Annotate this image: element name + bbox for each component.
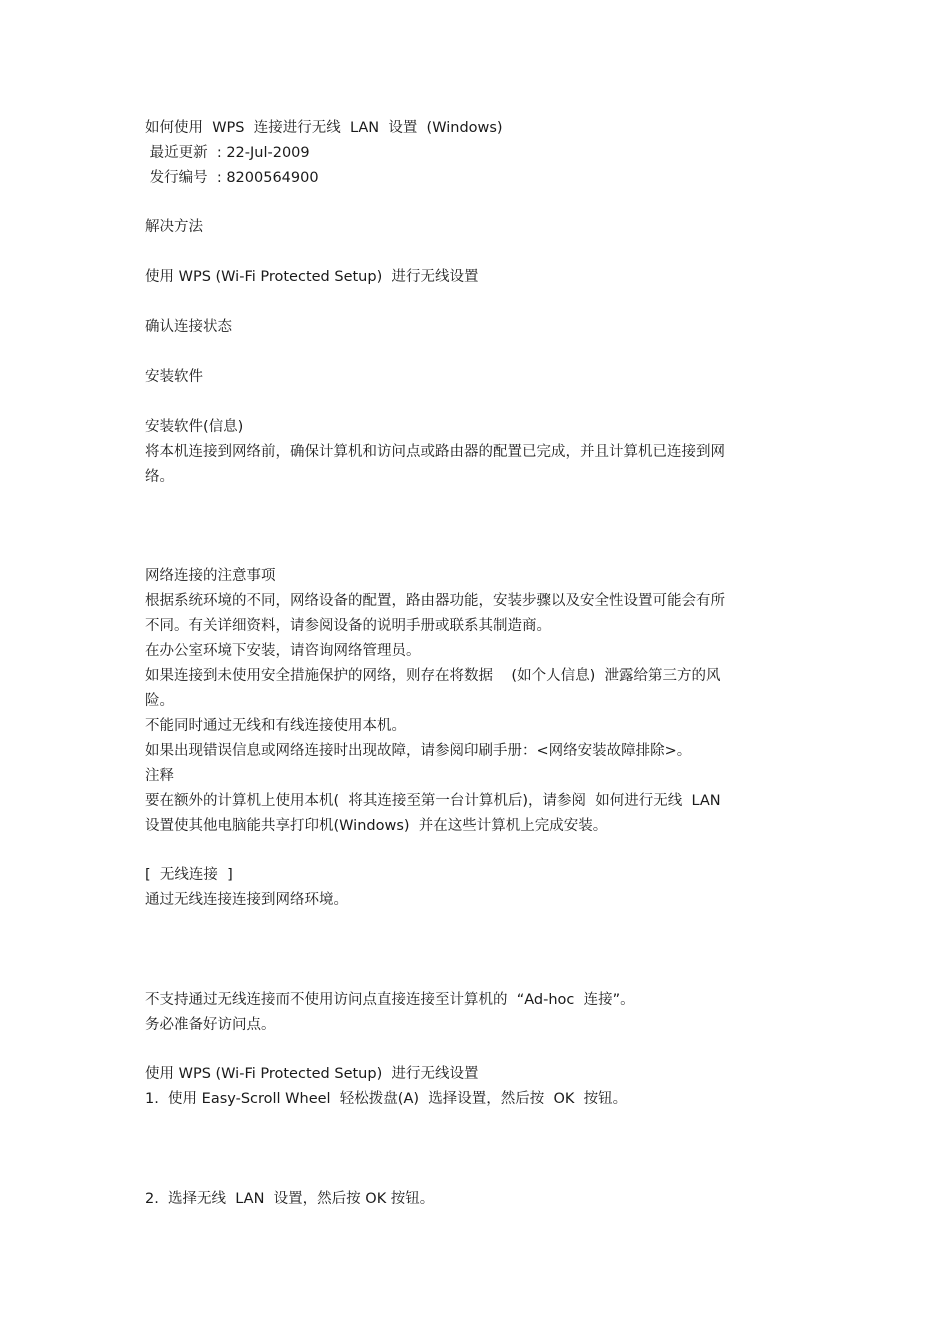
- remark-title: 注释: [145, 768, 174, 784]
- notes-text: 险。: [145, 693, 174, 709]
- notes-text: 不同。有关详细资料，请参阅设备的说明手册或联系其制造商。: [145, 618, 551, 634]
- notes-text: 在办公室环境下安装，请咨询网络管理员。: [145, 643, 421, 659]
- notes-text: 如果连接到未使用安全措施保护的网络，则存在将数据 (如个人信息) 泄露给第三方的风: [145, 668, 721, 684]
- notes-title: 网络连接的注意事项: [145, 568, 276, 584]
- install-info-title: 安装软件(信息): [145, 419, 244, 435]
- solution-heading: 解决方法: [145, 219, 203, 235]
- document-title: 如何使用 WPS 连接进行无线 LAN 设置 (Windows): [145, 120, 503, 136]
- install-software-heading: 安装软件: [145, 369, 203, 385]
- adhoc-note: 不支持通过无线连接而不使用访问点直接连接至计算机的 “Ad-hoc 连接”。: [145, 992, 635, 1008]
- install-info-text: 络。: [145, 469, 174, 485]
- last-updated: 最近更新 : 22-Jul-2009: [145, 145, 310, 161]
- document-number: 发行编号 : 8200564900: [145, 170, 319, 186]
- remark-text: 设置使其他电脑能共享打印机(Windows) 并在这些计算机上完成安装。: [145, 818, 608, 834]
- wps-setup-subheading: 使用 WPS (Wi-Fi Protected Setup) 进行无线设置: [145, 1066, 479, 1082]
- notes-text: 如果出现错误信息或网络连接时出现故障，请参阅印刷手册：<网络安装故障排除>。: [145, 743, 692, 759]
- wireless-connection-heading: [ 无线连接 ]: [145, 867, 233, 883]
- confirm-status-heading: 确认连接状态: [145, 319, 232, 335]
- install-info-text: 将本机连接到网络前，确保计算机和访问点或路由器的配置已完成，并且计算机已连接到网: [145, 444, 725, 460]
- step-2: 2. 选择无线 LAN 设置，然后按 OK 按钮。: [145, 1191, 435, 1207]
- remark-text: 要在额外的计算机上使用本机( 将其连接至第一台计算机后)，请参阅 如何进行无线 LAN: [145, 793, 721, 809]
- notes-text: 根据系统环境的不同，网络设备的配置，路由器功能，安装步骤以及安全性设置可能会有所: [145, 593, 725, 609]
- prepare-access-point-note: 务必准备好访问点。: [145, 1017, 276, 1033]
- wireless-connection-desc: 通过无线连接连接到网络环境。: [145, 892, 348, 908]
- wps-setup-heading: 使用 WPS (Wi-Fi Protected Setup) 进行无线设置: [145, 269, 479, 285]
- step-1: 1. 使用 Easy-Scroll Wheel 轻松拨盘(A) 选择设置，然后按 OK 按钮。: [145, 1091, 628, 1107]
- notes-text: 不能同时通过无线和有线连接使用本机。: [145, 718, 406, 734]
